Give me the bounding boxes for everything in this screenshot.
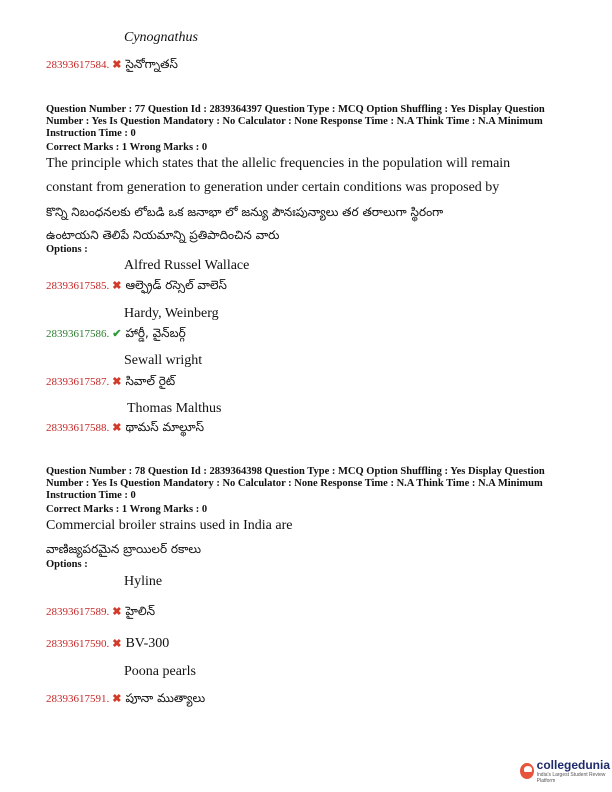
option-telugu: ఆల్ఫ్రెడ్ రస్సెల్ వాలెస్ (125, 278, 227, 292)
check-mark-icon: ✔ (112, 328, 122, 340)
mascot-icon (520, 763, 534, 779)
option-id: 28393617590. (46, 638, 110, 650)
question-77-options-label: Options : (46, 244, 88, 255)
option-id: 28393617591. (46, 693, 110, 705)
wrong-mark-icon: ✖ (112, 693, 122, 705)
wrong-mark-icon: ✖ (112, 376, 122, 388)
option-telugu: థామస్ మాల్థూస్ (125, 420, 205, 434)
question-77-telugu-line1: కొన్ని నిబంధనలకు లోబడి ఒక జనాభా లో జన్యు పౌనఃపున్యాలు తర తరాలుగా స్థిరంగా (46, 205, 444, 219)
question-78-options-label: Options : (46, 559, 88, 570)
option-en: Alfred Russel Wallace (124, 258, 250, 273)
option-row[interactable] (46, 418, 204, 437)
option-id: 28393617584. (46, 59, 110, 71)
option-telugu: సివాల్ రైట్ (125, 374, 176, 388)
question-77-marks: Correct Marks : 1 Wrong Marks : 0 (46, 142, 208, 153)
option-telugu: పూనా ముత్యాలు (125, 691, 206, 705)
option-row[interactable] (46, 634, 169, 652)
wrong-mark-icon: ✖ (112, 422, 122, 434)
option-row-correct[interactable] (46, 324, 186, 343)
option-row[interactable] (46, 276, 227, 295)
prev-option-row (46, 55, 178, 74)
option-en: Hardy, Weinberg (124, 306, 219, 321)
option-id: 28393617589. (46, 606, 110, 618)
question-77-telugu-line2: ఉంటాయని తెలిపే నియమాన్ని ప్రతిపాదించిన వారు (46, 228, 280, 242)
question-78-marks: Correct Marks : 1 Wrong Marks : 0 (46, 504, 208, 515)
option-en: Thomas Malthus (127, 401, 222, 416)
question-78-telugu: వాణిజ్యపరమైన బ్రాయిలర్ రకాలు (46, 542, 202, 556)
logo-tagline: India's Largest Student Review Platform (536, 772, 606, 784)
option-en: Sewall wright (124, 353, 203, 368)
option-en: Hyline (124, 574, 163, 589)
collegedunia-logo (520, 758, 612, 784)
question-77-meta: Question Number : 77 Question Id : 2839364397 Question Type : MCQ Option Shuffling : Yes Display Question Number : Yes Is Question Mandatory : No Calculator : None Response Time : N.A Think Time : N.A Minimum Instruction Time : 0 (46, 104, 545, 139)
option-id: 28393617585. (46, 280, 110, 292)
wrong-mark-icon: ✖ (112, 280, 122, 292)
logo-name: collegedunia (536, 758, 610, 772)
option-row[interactable] (46, 689, 205, 708)
wrong-mark-icon: ✖ (112, 59, 122, 71)
option-id: 28393617588. (46, 422, 110, 434)
question-78-text: Commercial broiler strains used in India are (46, 518, 293, 533)
question-77-text-line1: The principle which states that the allelic frequencies in the population will remain (46, 156, 511, 171)
option-telugu: హార్డీ, వైన్‌బర్గ్ (125, 326, 186, 340)
option-row[interactable] (46, 372, 175, 391)
wrong-mark-icon: ✖ (112, 638, 122, 650)
option-row[interactable] (46, 602, 155, 621)
option-en: Poona pearls (124, 664, 196, 679)
option-telugu: సైనోగ్నాతస్ (125, 57, 178, 71)
wrong-mark-icon: ✖ (112, 606, 122, 618)
option-en: BV-300 (125, 636, 170, 651)
question-77-text-line2: constant from generation to generation under certain conditions was proposed by (46, 180, 500, 195)
option-id: 28393617586. (46, 328, 110, 340)
prev-option-english: Cynognathus (124, 30, 198, 45)
option-id: 28393617587. (46, 376, 110, 388)
option-telugu: హైలిన్ (125, 604, 156, 618)
question-78-meta: Question Number : 78 Question Id : 2839364398 Question Type : MCQ Option Shuffling : Yes Display Question Number : Yes Is Question Mandatory : No Calculator : None Response Time : N.A Think Time : N.A Minimum Instruction Time : 0 (46, 466, 545, 501)
